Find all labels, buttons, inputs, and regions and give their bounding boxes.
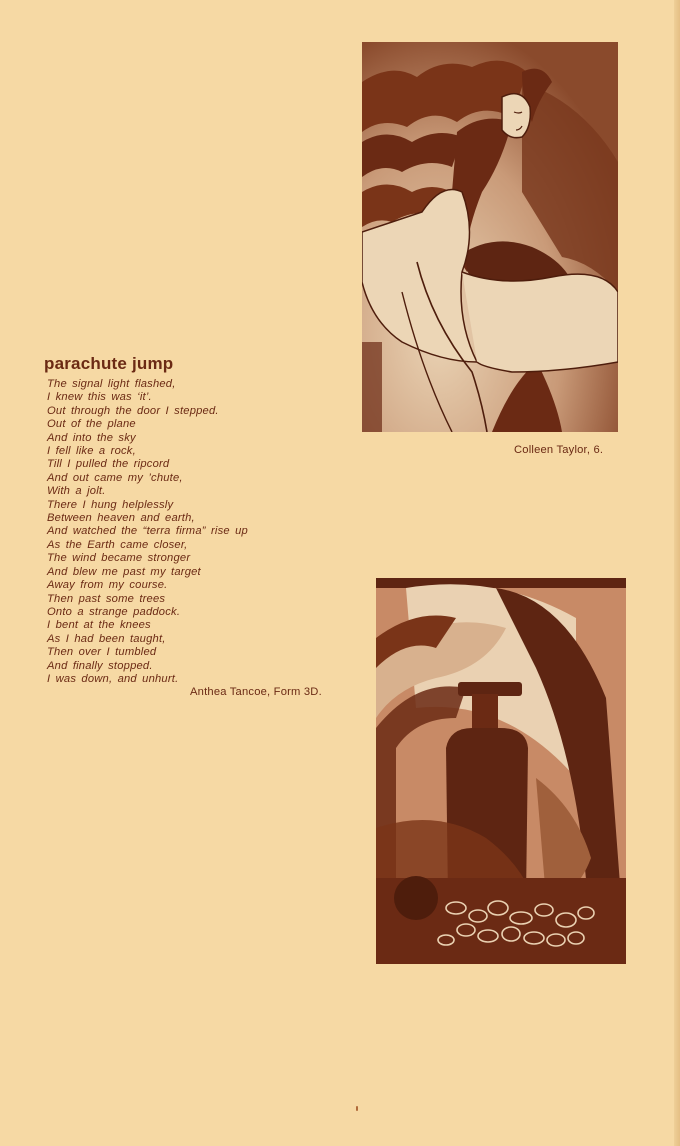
poem-body [47,378,347,686]
poem-line: And watched the “terra firma” rise up [47,525,248,538]
poem-line: Out of the plane [47,418,136,431]
paper-speck [356,1106,358,1111]
poem-line: There I hung helplessly [47,498,174,511]
poem-title: parachute jump [44,354,174,373]
poem-line: And finally stopped. [47,659,153,672]
poem-line: The wind became stronger [47,552,191,565]
poem-line: Onto a strange paddock. [47,605,181,618]
poem-line: I knew this was ‘it’. [47,391,152,404]
poem-line: As I had been taught, [47,632,166,645]
page-edge [674,0,680,1146]
poem-line: Then past some trees [47,592,166,605]
poem-line: As the Earth came closer, [47,538,188,551]
poem-line: I fell like a rock, [47,445,136,458]
poem-line: Away from my course. [47,579,168,592]
poem-line: And blew me past my target [47,565,201,578]
artwork-caption: Colleen Taylor, 6. [514,444,604,456]
artwork-figure [362,42,618,432]
poem-line: I bent at the knees [47,619,151,632]
poem-line: And out came my ’chute, [47,471,183,484]
poem-line: And into the sky [47,431,136,444]
poem-line: With a jolt. [47,485,106,498]
poem-line: Till I pulled the ripcord [47,458,170,471]
poem-line: Between heaven and earth, [47,512,195,525]
poem-line: Out through the door I stepped. [47,404,219,417]
poem-line: I was down, and unhurt. [47,672,179,685]
poem-line: The signal light flashed, [47,378,176,390]
artwork-still-life [376,578,626,964]
poem-author: Anthea Tancoe, Form 3D. [190,686,322,698]
poem-line: Then over I tumbled [47,646,157,659]
